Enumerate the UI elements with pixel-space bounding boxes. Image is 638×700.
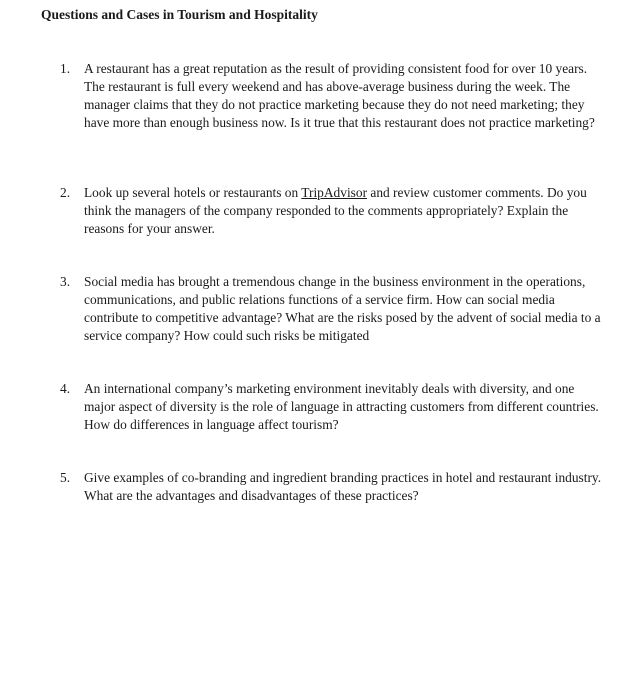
question-text: Social media has brought a tremendous change in the business environment in the operations, communications, and public relations functions of a service firm. How can social media contribute to competitive advantage? What are the risks posed by the advent of social media to a service company? How could such risks be mitigated — [84, 274, 601, 343]
question-text: A restaurant has a great reputation as the result of providing consistent food for over 10 years. The restaurant is full every weekend and has above-average business during the week. The manager claims that they do not practice marketing because they do not need marketing; they have more than enough business now. Is it true that this restaurant does not practice marketing? — [84, 61, 595, 130]
question-text: An international company’s marketing environment inevitably deals with diversity, and one major aspect of diversity is the role of language in attracting customers from different countries. How do differences in language affect tourism? — [84, 381, 599, 432]
question-text — [84, 184, 605, 238]
question-item — [60, 469, 605, 505]
question-item — [60, 273, 605, 345]
question-number: 4. — [60, 381, 71, 396]
question-item — [60, 184, 605, 238]
question-number: 5. — [60, 470, 71, 485]
question-number: 2. — [60, 185, 71, 200]
tripadvisor-link[interactable]: TripAdvisor — [301, 185, 368, 200]
question-item — [60, 380, 605, 434]
question-number: 3. — [60, 274, 71, 289]
question-text-before-link: Look up several hotels or restaurants on — [84, 185, 302, 200]
question-item — [60, 60, 605, 132]
question-text: Give examples of co-branding and ingredient branding practices in hotel and restaurant industry. What are the advantages and disadvantages of these practices? — [84, 470, 602, 503]
page-title: Questions and Cases in Tourism and Hospitality — [41, 7, 318, 22]
question-number: 1. — [60, 61, 71, 76]
question-text-after-link: and review customer comments. Do you think the managers of the company responded to the comments appropriately? Explain the reasons for your answer. — [84, 185, 587, 236]
